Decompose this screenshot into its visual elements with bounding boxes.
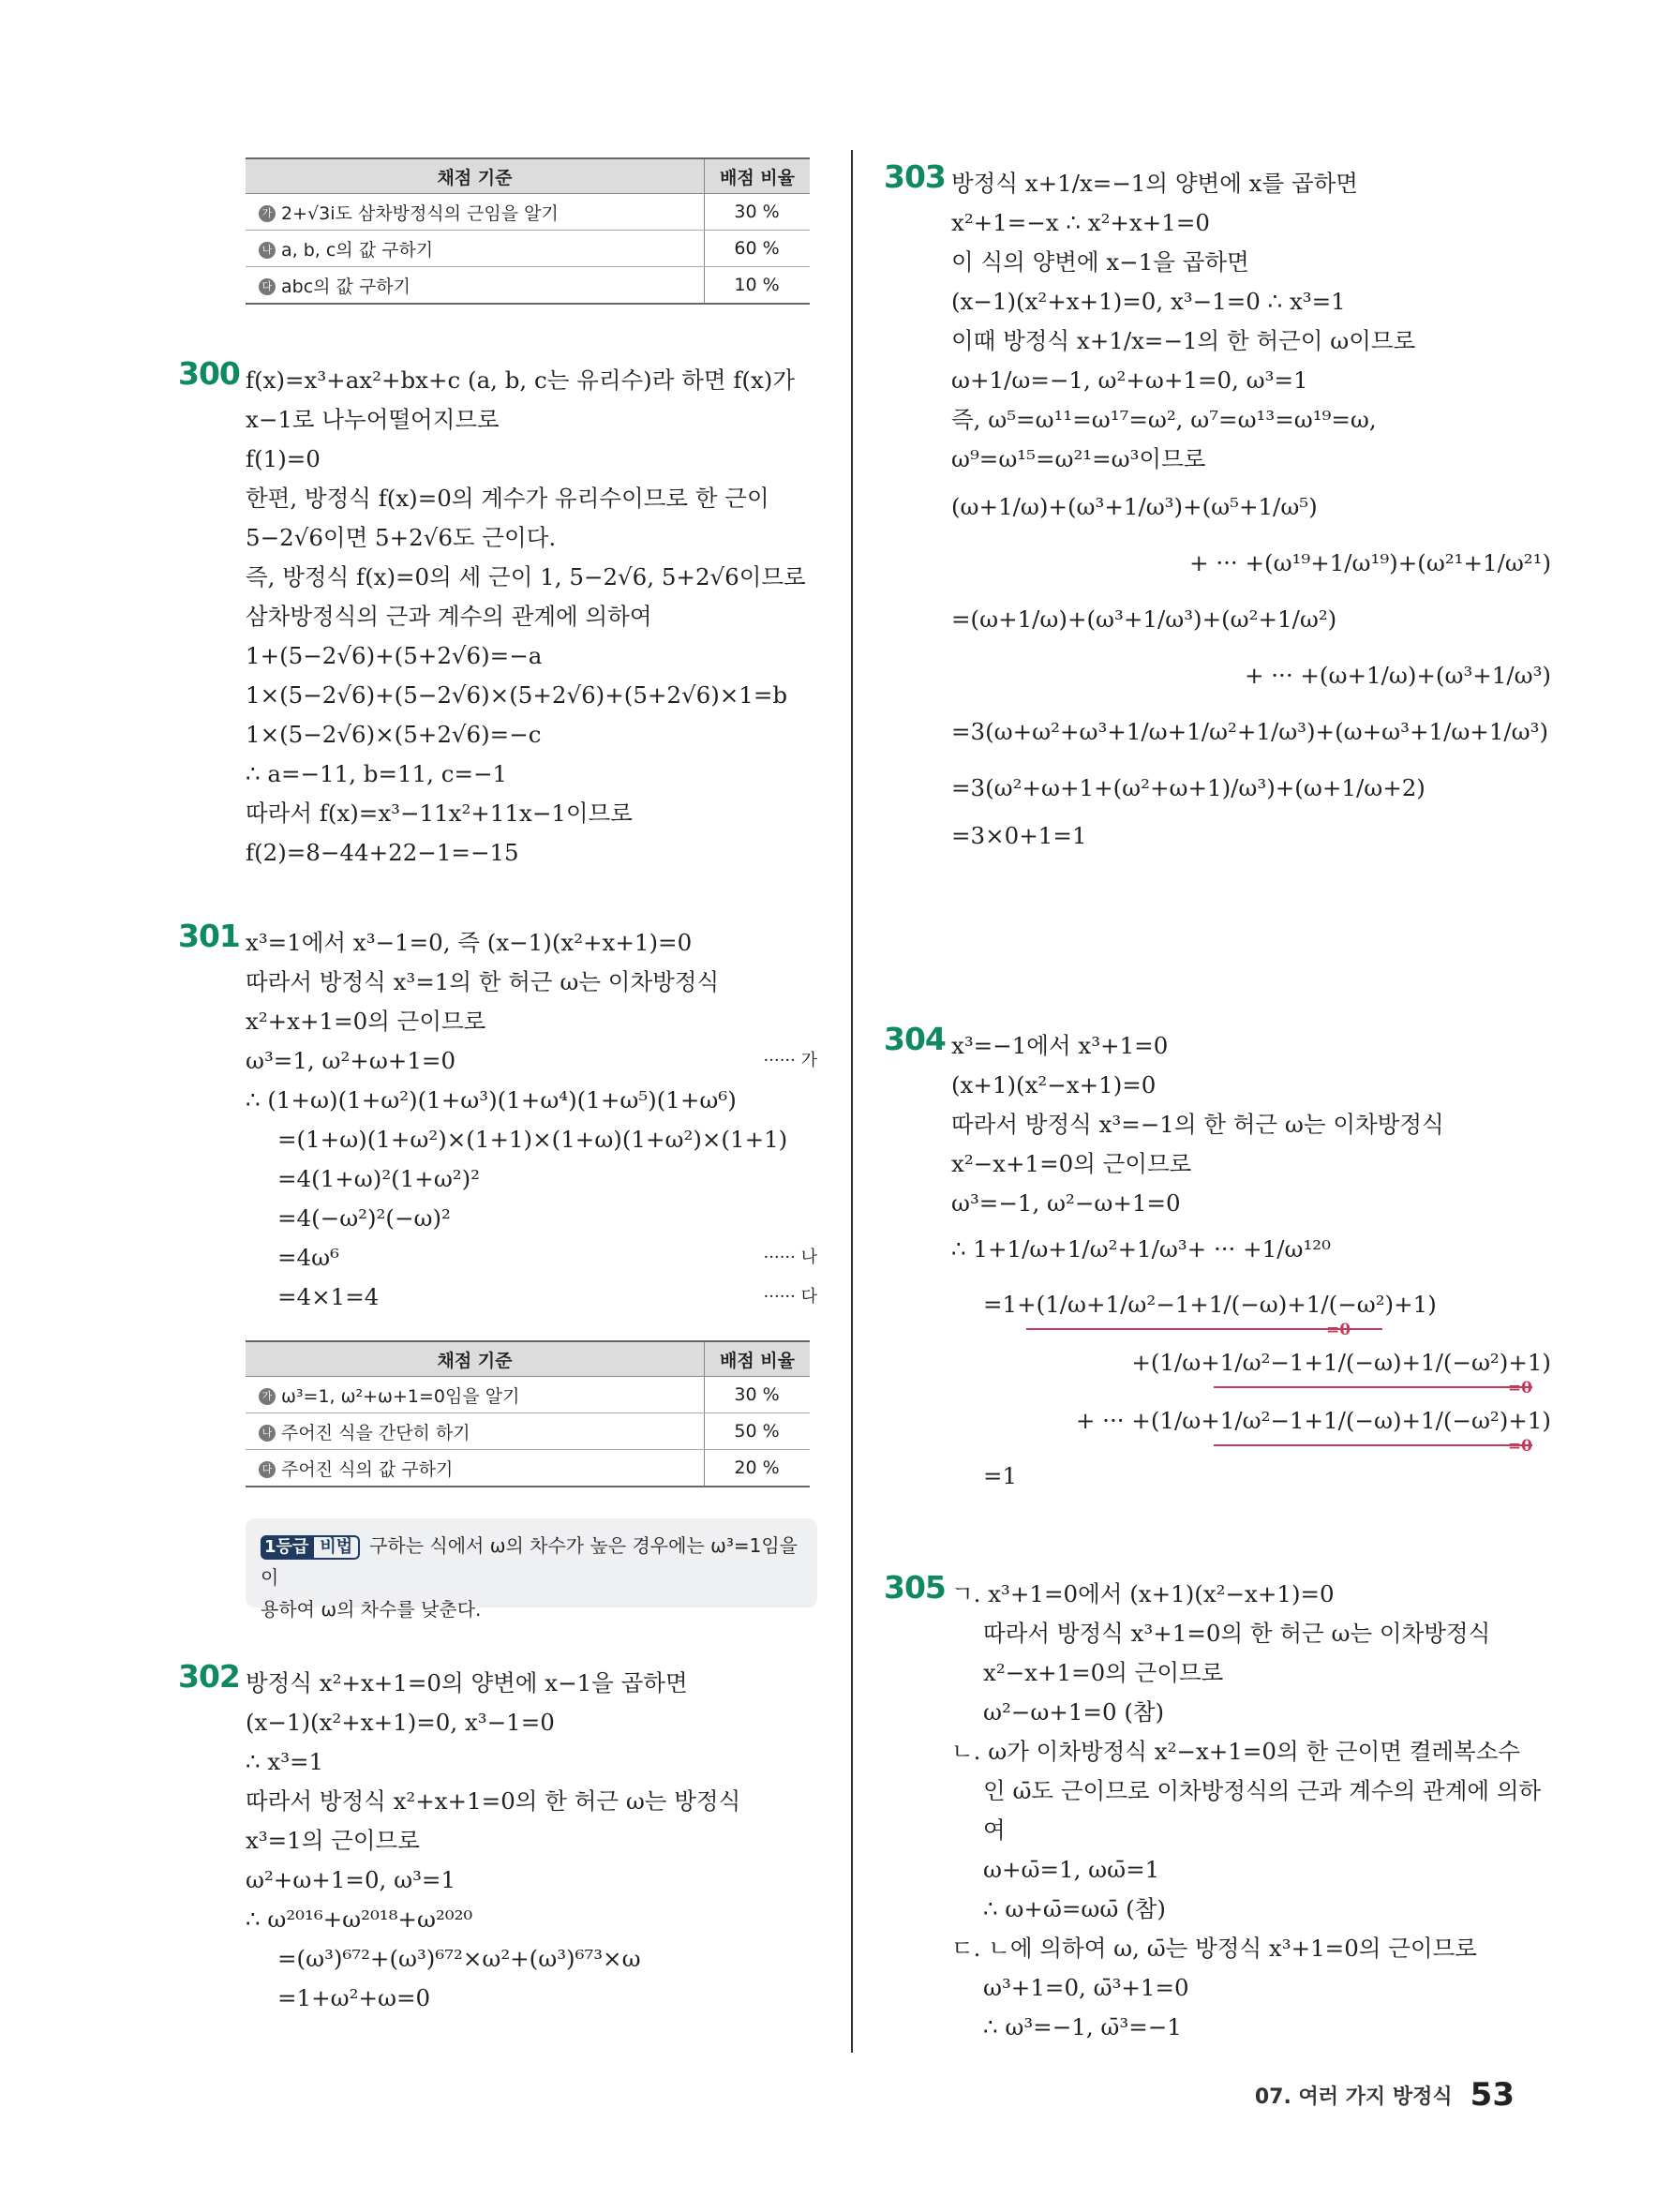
solution-line: 한편, 방정식 f(x)=0의 계수가 유리수이므로 한 근이 — [246, 485, 769, 512]
solution-line: 1+(5−2√6)+(5+2√6)=−a — [246, 642, 543, 669]
solution-line: ω⁹=ω¹⁵=ω²¹=ω³이므로 — [951, 445, 1206, 472]
criterion-text: ω³=1, ω²+ω+1=0임을 알기 — [281, 1385, 520, 1407]
solution-line: x³=1에서 x³−1=0, 즉 (x−1)(x²+x+1)=0 — [246, 929, 693, 956]
ratio-text: 60 % — [705, 231, 811, 267]
zero-label: =0 — [1326, 1321, 1351, 1339]
solution-line: ㄴ. ω가 이차방정식 x²−x+1=0의 한 근이면 켤레복소수 — [951, 1738, 1521, 1765]
table-row — [246, 1377, 810, 1413]
table-header-criterion: 채점 기준 — [246, 158, 705, 194]
problem-number: 302 — [178, 1658, 240, 1695]
criterion-text: abc의 값 구하기 — [281, 276, 411, 297]
solution-line: ω+1/ω=−1, ω²+ω+1=0, ω³=1 — [951, 366, 1308, 394]
solution-line: 따라서 방정식 x²+x+1=0의 한 허근 ω는 방정식 — [246, 1787, 741, 1815]
solution-line: =(ω³)⁶⁷²+(ω³)⁶⁷²×ω²+(ω³)⁶⁷³×ω — [277, 1945, 641, 1972]
equation-text: + ··· +(1/ω+1/ω²−1+1/(−ω)+1/(−ω²)+1) — [1075, 1407, 1551, 1434]
table-header-ratio: 배점 비율 — [705, 158, 811, 194]
ratio-text: 30 % — [705, 194, 811, 231]
tip-text: 용하여 ω의 차수를 낮춘다. — [261, 1598, 482, 1621]
solution-line: f(x)=x³+ax²+bx+c (a, b, c는 유리수)라 하면 f(x)가 — [246, 366, 795, 394]
solution-line: =4(1+ω)²(1+ω²)² — [277, 1165, 481, 1192]
solution-line: =3×0+1=1 — [951, 822, 1087, 849]
solution-line — [951, 1392, 1551, 1456]
solution-line: =(1+ω)(1+ω²)×(1+1)×(1+ω)(1+ω²)×(1+1) — [277, 1126, 788, 1153]
scoring-table-2 — [246, 1340, 810, 1487]
solution-line: 여 — [983, 1816, 1006, 1844]
step-mark: ······ 나 — [763, 1248, 817, 1267]
solution-line: ∴ ω²⁰¹⁶+ω²⁰¹⁸+ω²⁰²⁰ — [246, 1906, 473, 1933]
problem-304 — [884, 1021, 1551, 1502]
tip-box — [246, 1518, 817, 1621]
solution-line: ∴ ω³=−1, ω̄³=−1 — [983, 2013, 1182, 2040]
solution-line: 5−2√6이면 5+2√6도 근이다. — [246, 524, 557, 551]
solution-line: x³=1의 근이므로 — [246, 1827, 420, 1854]
ratio-text: 50 % — [705, 1413, 811, 1450]
solution-line — [246, 1238, 827, 1278]
scoring-table-1 — [246, 157, 810, 305]
table-row — [246, 194, 810, 231]
ratio-text: 20 % — [705, 1450, 811, 1487]
solution-line: =(ω+1/ω)+(ω³+1/ω³)+(ω²+1/ω²) — [951, 605, 1337, 633]
problem-number: 301 — [178, 918, 240, 954]
problem-302 — [178, 1658, 827, 2018]
solution-line: ㄷ. ㄴ에 의하여 ω, ω̄는 방정식 x³+1=0의 근이므로 — [951, 1935, 1477, 1962]
problem-number: 300 — [178, 355, 240, 392]
solution-line: x³=−1에서 x³+1=0 — [951, 1032, 1169, 1059]
solution-line — [246, 1041, 827, 1081]
solution-line: 이 식의 양변에 x−1을 곱하면 — [951, 248, 1249, 276]
problem-number: 303 — [884, 158, 946, 195]
solution-line: =3(ω+ω²+ω³+1/ω+1/ω²+1/ω³)+(ω+ω³+1/ω+1/ω³) — [951, 718, 1549, 745]
underline-mark — [1214, 1444, 1532, 1446]
solution-line: ∴ 1+1/ω+1/ω²+1/ω³+ ··· +1/ω¹²⁰ — [951, 1235, 1331, 1263]
solution-line: 따라서 방정식 x³=1의 한 허근 ω는 이차방정식 — [246, 968, 720, 995]
criterion-text: 주어진 식을 간단히 하기 — [281, 1422, 470, 1443]
solution-line: =1 — [983, 1462, 1018, 1489]
problem-303 — [884, 158, 1551, 856]
table-row — [246, 1450, 810, 1487]
underline-mark — [1214, 1386, 1532, 1388]
table-header-criterion: 채점 기준 — [246, 1341, 705, 1377]
solution-line: (x+1)(x²−x+1)=0 — [951, 1071, 1157, 1099]
mark-badge: 나 — [259, 242, 276, 259]
solution-line: f(2)=8−44+22−1=−15 — [246, 839, 519, 866]
solution-line: 1×(5−2√6)+(5−2√6)×(5+2√6)+(5+2√6)×1=b — [246, 681, 788, 709]
solution-line: 이때 방정식 x+1/x=−1의 한 허근이 ω이므로 — [951, 327, 1416, 354]
solution-line: =1+ω²+ω=0 — [277, 1984, 431, 2011]
tip-badge: 1등급 — [261, 1535, 312, 1560]
table-row — [246, 231, 810, 267]
equation-text: ω³=1, ω²+ω+1=0 — [246, 1047, 456, 1074]
zero-label: =0 — [1507, 1379, 1532, 1397]
step-mark: ······ 다 — [763, 1287, 817, 1307]
equation-text: =4ω⁶ — [277, 1244, 339, 1271]
criterion-text: a, b, c의 값 구하기 — [281, 239, 434, 261]
equation-text: =4×1=4 — [277, 1283, 380, 1310]
solution-line: 방정식 x²+x+1=0의 양변에 x−1을 곱하면 — [246, 1669, 688, 1696]
solution-line: ω²−ω+1=0 (참) — [983, 1698, 1165, 1726]
solution-line — [951, 1276, 1551, 1339]
solution-line: 즉, ω⁵=ω¹¹=ω¹⁷=ω², ω⁷=ω¹³=ω¹⁹=ω, — [951, 406, 1377, 433]
solution-line: 1×(5−2√6)×(5+2√6)=−c — [246, 721, 542, 748]
mark-badge: 나 — [259, 1425, 276, 1442]
table-header-ratio: 배점 비율 — [705, 1341, 811, 1377]
solution-line: ω+ω̄=1, ωω̄=1 — [983, 1856, 1160, 1883]
solution-line: ω³=−1, ω²−ω+1=0 — [951, 1189, 1181, 1217]
solution-line: ω³+1=0, ω̄³+1=0 — [983, 1974, 1189, 2001]
solution-line: x²+1=−x ∴ x²+x+1=0 — [951, 209, 1211, 236]
zero-label: =0 — [1507, 1437, 1532, 1456]
solution-line: 인 ω̄도 근이므로 이차방정식의 근과 계수의 관계에 의하 — [983, 1777, 1542, 1804]
solution-line: 따라서 방정식 x³+1=0의 한 허근 ω는 이차방정식 — [983, 1620, 1491, 1647]
chapter-title: 07. 여러 가지 방정식 — [1254, 2085, 1453, 2109]
solution-line — [246, 1278, 827, 1317]
solution-line — [951, 1334, 1551, 1397]
problem-number: 305 — [884, 1569, 946, 1606]
problem-300 — [178, 355, 827, 873]
table-row — [246, 267, 810, 305]
tip-text: 구하는 식에서 ω의 차수가 높은 경우에는 ω³=1임을 이 — [261, 1534, 798, 1589]
solution-line: ㄱ. x³+1=0에서 (x+1)(x²−x+1)=0 — [951, 1580, 1335, 1607]
mark-badge: 다 — [259, 278, 276, 295]
solution-line: 삼차방정식의 근과 계수의 관계에 의하여 — [246, 603, 652, 630]
column-divider — [851, 150, 853, 2053]
criterion-text: 2+√3i도 삼차방정식의 근임을 알기 — [281, 202, 559, 224]
solution-line: =3(ω²+ω+1+(ω²+ω+1)/ω³)+(ω+1/ω+2) — [951, 774, 1426, 801]
equation-text: +(1/ω+1/ω²−1+1/(−ω)+1/(−ω²)+1) — [1131, 1349, 1551, 1376]
solution-line: 즉, 방정식 f(x)=0의 세 근이 1, 5−2√6, 5+2√6이므로 — [246, 563, 806, 590]
solution-line: 따라서 방정식 x³=−1의 한 허근 ω는 이차방정식 — [951, 1111, 1444, 1138]
ratio-text: 30 % — [705, 1377, 811, 1413]
solution-line: (x−1)(x²+x+1)=0, x³−1=0 — [246, 1709, 555, 1736]
tip-badge-label: 비법 — [312, 1535, 360, 1560]
criterion-text: 주어진 식의 값 구하기 — [281, 1458, 454, 1480]
solution-line: (ω+1/ω)+(ω³+1/ω³)+(ω⁵+1/ω⁵) — [951, 493, 1318, 520]
problem-301 — [178, 918, 827, 1317]
solution-line: x−1로 나누어떨어지므로 — [246, 406, 500, 433]
problem-305 — [884, 1569, 1551, 2047]
solution-line: ω²+ω+1=0, ω³=1 — [246, 1866, 456, 1893]
solution-line: ∴ a=−11, b=11, c=−1 — [246, 760, 508, 787]
step-mark: ······ 가 — [763, 1051, 817, 1070]
solution-line: f(1)=0 — [246, 445, 321, 472]
solution-line: =4(−ω²)²(−ω)² — [277, 1204, 451, 1232]
page-number: 53 — [1470, 2076, 1515, 2114]
solution-line: x²−x+1=0의 근이므로 — [951, 1150, 1192, 1177]
page-footer — [1255, 2076, 1515, 2114]
problem-number: 304 — [884, 1021, 946, 1057]
solution-line: ∴ (1+ω)(1+ω²)(1+ω³)(1+ω⁴)(1+ω⁵)(1+ω⁶) — [246, 1086, 737, 1113]
solution-line: 따라서 f(x)=x³−11x²+11x−1이므로 — [246, 800, 633, 827]
solution-line: x²+x+1=0의 근이므로 — [246, 1008, 486, 1035]
mark-badge: 가 — [259, 205, 276, 222]
solution-line: x²−x+1=0의 근이므로 — [983, 1659, 1224, 1686]
equation-text: =1+(1/ω+1/ω²−1+1/(−ω)+1/(−ω²)+1) — [983, 1291, 1437, 1318]
solution-line: ∴ ω+ω̄=ωω̄ (참) — [983, 1895, 1166, 1922]
solution-line: + ··· +(ω+1/ω)+(ω³+1/ω³) — [1244, 662, 1551, 689]
solution-line: + ··· +(ω¹⁹+1/ω¹⁹)+(ω²¹+1/ω²¹) — [1189, 549, 1551, 576]
mark-badge: 가 — [259, 1388, 276, 1405]
table-row — [246, 1413, 810, 1450]
mark-badge: 다 — [259, 1461, 276, 1478]
ratio-text: 10 % — [705, 267, 811, 305]
solution-line: ∴ x³=1 — [246, 1748, 324, 1775]
solution-line: (x−1)(x²+x+1)=0, x³−1=0 ∴ x³=1 — [951, 288, 1346, 315]
solution-line: 방정식 x+1/x=−1의 양변에 x를 곱하면 — [951, 170, 1358, 197]
